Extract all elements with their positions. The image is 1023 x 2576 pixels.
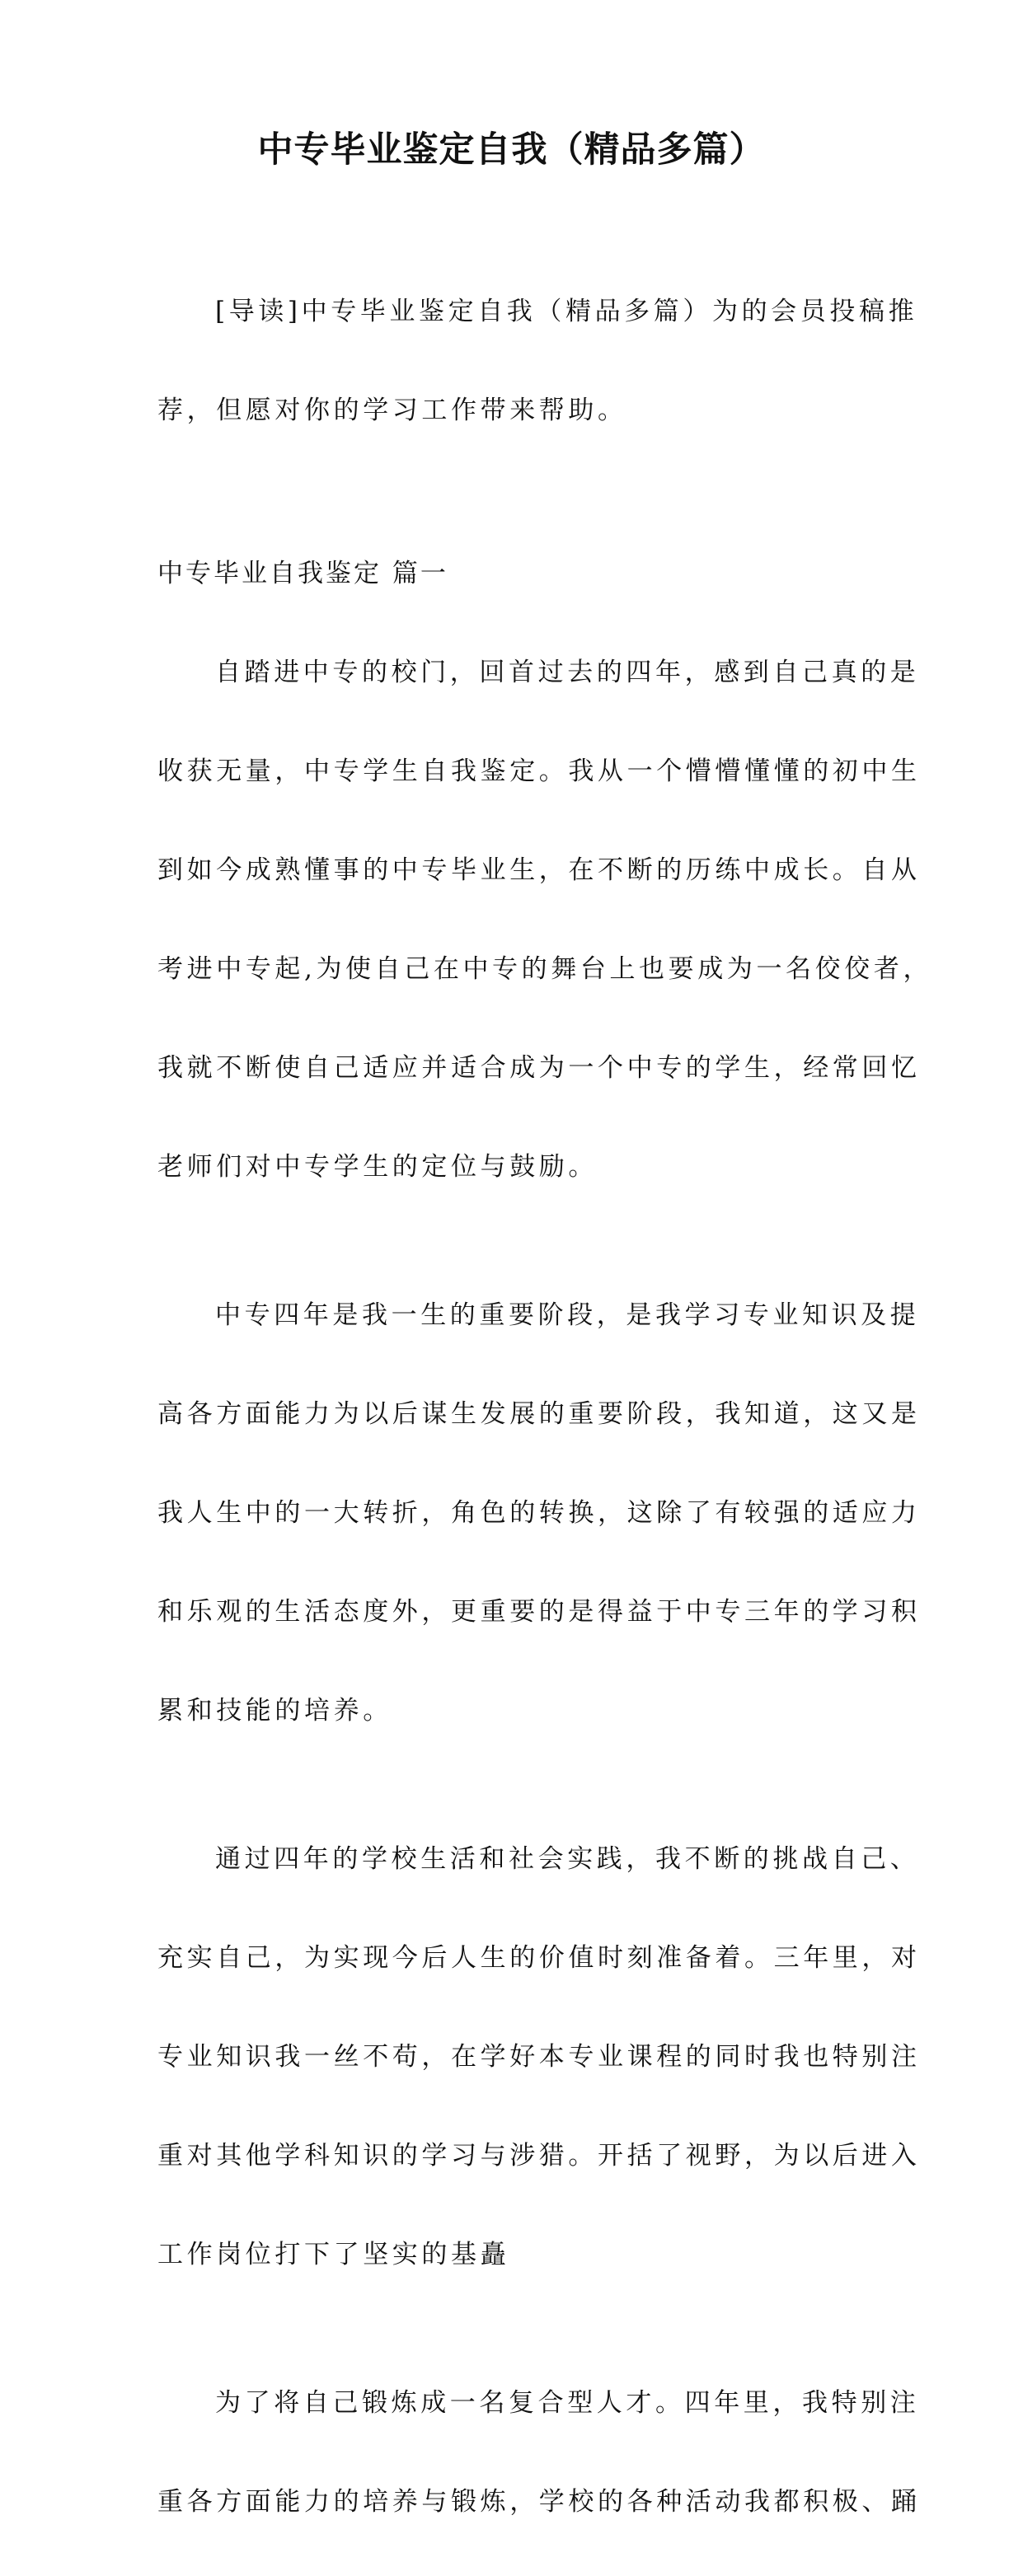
paragraph-line: 收获无量，中专学生自我鉴定。我从一个懵懵懂懂的初中生 — [157, 756, 921, 786]
intro-paragraph — [157, 237, 918, 485]
paragraph-line: 老师们对中专学生的定位与鼓励。 — [157, 1152, 598, 1182]
paragraph-line: 专业知识我一丝不苟，在学好本专业课程的同时我也特别注 — [157, 2042, 921, 2072]
paragraph-line: 自踏进中专的校门，回首过去的四年，感到自己真的是 — [215, 658, 920, 687]
paragraph-line: 我就不断使自己适应并适合成为一个中专的学生，经常回忆 — [157, 1053, 921, 1083]
document-body — [157, 237, 933, 2576]
paragraph-line: 为了将自己锻炼成一名复合型人才。四年里，我特别注 — [215, 2388, 920, 2418]
body-paragraph-2 — [157, 1241, 921, 1785]
paragraph-line: 充实自己，为实现今后人生的价值时刻准备着。三年里，对 — [157, 1943, 921, 1973]
paragraph-line: 高各方面能力为以后谋生发展的重要阶段，我知道，这又是 — [157, 1399, 921, 1429]
paragraph-line: 通过四年的学校生活和社会实践，我不断的挑战自己、 — [215, 1844, 920, 1874]
paragraph-line: 中专四年是我一生的重要阶段，是我学习专业知识及提 — [215, 1300, 920, 1330]
intro-line: [导读]中专毕业鉴定自我（精品多篇）为的会员投稿推 — [215, 297, 918, 326]
paragraph-line: 累和技能的培养。 — [157, 1696, 392, 1726]
body-paragraph-4 — [157, 2329, 921, 2576]
body-paragraph-3 — [157, 1785, 921, 2329]
paragraph-line: 到如今成熟懂事的中专毕业生，在不断的历练中成长。自从 — [157, 855, 921, 885]
intro-line: 荐，但愿对你的学习工作带来帮助。 — [157, 396, 627, 425]
body-paragraph-1 — [157, 598, 933, 1241]
document-title: 中专毕业鉴定自我（精品多篇） — [257, 129, 766, 171]
paragraph-line: 和乐观的生活态度外，更重要的是得益于中专三年的学习积 — [157, 1597, 921, 1627]
section-heading: 中专毕业自我鉴定 篇一 — [157, 559, 448, 588]
paragraph-line: 我人生中的一大转折，角色的转换，这除了有较强的适应力 — [157, 1498, 921, 1528]
paragraph-line: 考进中专起,为使自己在中专的舞台上也要成为一名佼佼者， — [157, 954, 933, 984]
paragraph-line: 重各方面能力的培养与锻炼，学校的各种活动我都积极、踊 — [157, 2487, 921, 2517]
paragraph-line: 工作岗位打下了坚实的基矗 — [157, 2240, 510, 2269]
paragraph-line: 重对其他学科知识的学习与涉猎。开括了视野，为以后进入 — [157, 2141, 921, 2171]
